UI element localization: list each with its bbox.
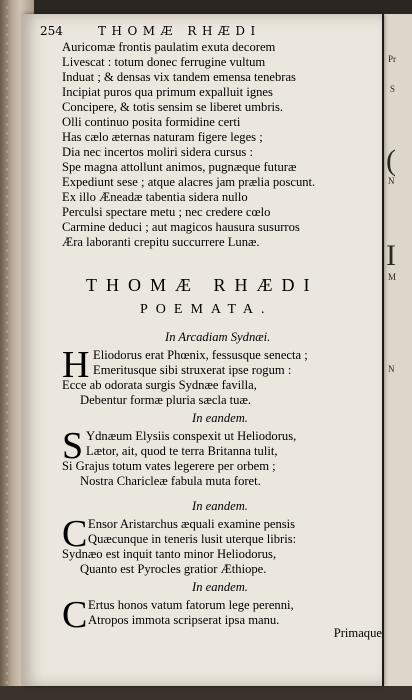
poem-line: Carmine deduci ; aut magicos hausura susurros <box>62 220 300 234</box>
epigram-heading: In eandem. <box>192 411 248 425</box>
drop-cap: H <box>62 344 90 386</box>
epigram-heading: In Arcadiam Sydnæi. <box>165 330 271 344</box>
drop-cap: S <box>62 425 84 467</box>
section-subtitle: POEMATA. <box>140 302 273 317</box>
epigram-line: Ertus honos vatum fatorum lege perenni, <box>88 598 294 612</box>
poem-line: Perculsi spectare metu ; nec credere cœlo <box>62 205 271 219</box>
facing-fragment: N <box>388 364 395 374</box>
facing-page-edge <box>384 14 412 686</box>
drop-cap: C <box>62 594 88 636</box>
running-title: THOMÆ RHÆDI <box>98 24 261 38</box>
poem-line: Incipiat puros qua primum expalluit ignes <box>62 85 273 99</box>
running-header <box>40 24 360 40</box>
poem-line: Spe magna attollunt animos, pugnæque futuræ <box>62 160 297 174</box>
poem-line: Has cælo æternas naturam figere leges ; <box>62 130 263 144</box>
poem-line: Livescat : totum donec ferrugine vultum <box>62 55 266 69</box>
epigram-line: Emeritusque sibi struxerat ipse rogum : <box>93 363 292 377</box>
epigram-line: Lætor, ait, quod te terra Britanna tulit, <box>86 444 278 458</box>
epigram-line: Eliodorus erat Phœnix, fessusque senecta ; <box>93 348 308 362</box>
epigram-line: Ensor Aristarchus æquali examine pensis <box>88 517 296 531</box>
poem-line: Dia nec incertos moliri sidera cursus : <box>62 145 253 159</box>
poem-line: Olli continuo posita formidine certi <box>62 115 241 129</box>
epigram-line: Quanto est Pyrocles gratior Æthiope. <box>80 562 267 576</box>
epigram-line: Quæcunque in teneris lusit uterque libris: <box>88 532 297 546</box>
poem-line: Induat ; & densas vix tandem emensa tenebras <box>62 70 296 84</box>
catchword: Primaque <box>333 626 382 640</box>
poem-line: Æra laboranti crepitu succurrere Lunæ. <box>62 235 260 249</box>
poem-line: Ex illo Æneadæ tabentia sidera nullo <box>62 190 248 204</box>
facing-fragment: M <box>388 272 397 282</box>
epigram-line: Debentur formæ pluria sæcla tuæ. <box>80 393 252 407</box>
facing-large-letter: I <box>386 239 396 272</box>
section-title: THOMÆ RHÆDI <box>86 275 319 295</box>
poem-line: Expediunt sese ; atque alacres jam prælia poscunt. <box>62 175 316 189</box>
epigram-line: Ydnæum Elysiis conspexit ut Heliodorus, <box>86 429 297 443</box>
poem-line: Concipere, & totis sensim se liberet umbris. <box>62 100 284 114</box>
poem-line: Auricomæ frontis paulatim exuta decorem <box>62 40 276 54</box>
epigram-line: Ecce ab odorata surgis Sydnæe favilla, <box>62 378 257 392</box>
epigram-heading: In eandem. <box>192 580 248 594</box>
page-number: 254 <box>40 24 63 38</box>
facing-fragment: Pr <box>388 54 397 64</box>
facing-fragment: N <box>388 176 395 186</box>
drop-cap: C <box>62 513 88 555</box>
epigram-line: Nostra Charicleæ fabula muta foret. <box>80 474 261 488</box>
epigram-line: Si Grajus totum vates legerere per orbem ; <box>62 459 276 473</box>
scan-bottom-border <box>0 686 412 700</box>
facing-fragment: S <box>390 84 396 94</box>
facing-large-letter: ( <box>386 144 396 177</box>
epigram-line: Atropos immota scripserat ipsa manu. <box>88 613 280 627</box>
epigram-heading: In eandem. <box>192 499 248 513</box>
epigram-line: Sydnæo est inquit tanto minor Heliodorus, <box>62 547 277 561</box>
